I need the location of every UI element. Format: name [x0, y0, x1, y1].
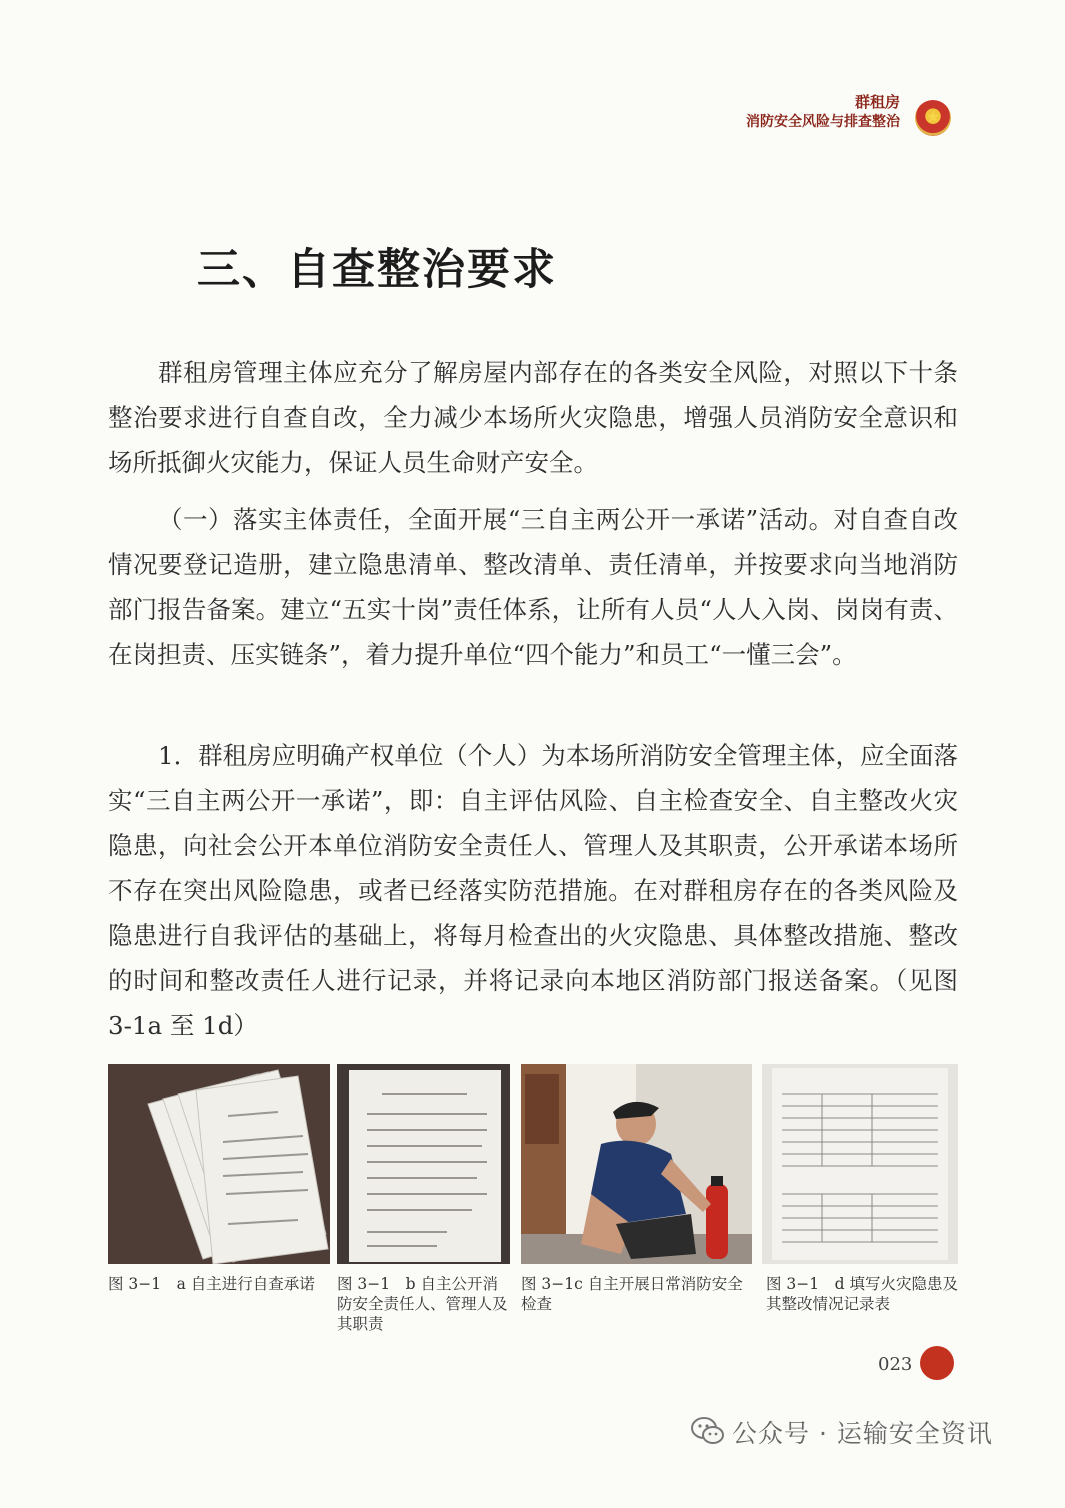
running-header: [746, 92, 900, 132]
figure-photo-a: [108, 1064, 330, 1264]
page-number: 023: [878, 1354, 913, 1375]
fire-rescue-emblem-icon: ★: [915, 100, 951, 136]
figure-caption-a: 图 3−1 a 自主进行自查承诺: [108, 1275, 315, 1293]
section-title: 三、自查整治要求: [197, 245, 557, 295]
subsection-paragraph: （一）落实主体责任，全面开展“三自主两公开一承诺”活动。对自查自改情况要登记造册，建立隐患清单、整改清单、责任清单，并按要求向当地消防部门报告备案。建立“五实十岗”责任体系，让所有人员“人人入岗、岗岗有责、在岗担责、压实链条”，着力提升单位“四个能力”和员工“一懂三会”。: [108, 505, 958, 669]
figure-photo-b: [337, 1064, 510, 1264]
watermark-text: 公众号 · 运输安全资讯: [732, 1419, 993, 1448]
item-paragraph: 1．群租房应明确产权单位（个人）为本场所消防安全管理主体，应全面落实“三自主两公开一承诺”，即：自主评估风险、自主检查安全、自主整改火灾隐患，向社会公开本单位消防安全责任人、管理人及其职责，公开承诺本场所不存在突出风险隐患，或者已经落实防范措施。在对群租房存在的各类风险及隐患进行自我评估的基础上，将每月检查出的火灾隐患、具体整改措施、整改的时间和整改责任人进行记录，并将记录向本地区消防部门报送备案。（见图 3-1a 至 1d）: [108, 741, 958, 1040]
figure-photo-d: [762, 1064, 958, 1264]
figure-caption-b: 图 3−1 b 自主公开消防安全责任人、管理人及其职责: [337, 1275, 508, 1333]
figure-photo-c: [521, 1064, 752, 1264]
header-series-title: 群租房: [854, 93, 900, 111]
wechat-icon: [690, 1416, 726, 1446]
intro-paragraph: 群租房管理主体应充分了解房屋内部存在的各类安全风险，对照以下十条整治要求进行自查自改，全力减少本场所火灾隐患，增强人员消防安全意识和场所抵御火灾能力，保证人员生命财产安全。: [108, 358, 958, 477]
page-number-dot: [920, 1346, 954, 1380]
figure-caption-c: 图 3−1c 自主开展日常消防安全检查: [521, 1275, 743, 1313]
figure-caption-d: 图 3−1 d 填写火灾隐患及其整改情况记录表: [766, 1275, 958, 1313]
header-book-title: 消防安全风险与排查整治: [746, 114, 900, 130]
